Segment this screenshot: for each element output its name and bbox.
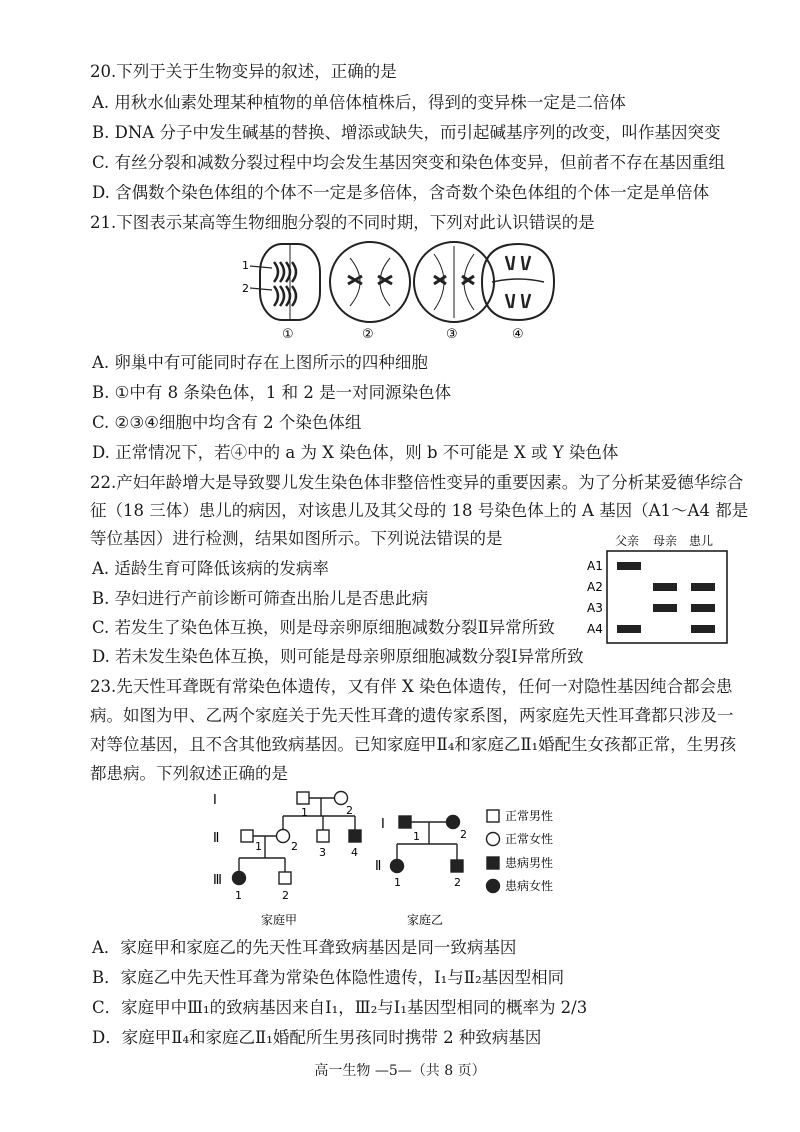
svg-text:2: 2 (460, 828, 467, 841)
fa-i1-male (297, 792, 309, 804)
cell-2-chromosomes (348, 276, 392, 284)
gen-1-label-b: Ⅰ (381, 817, 385, 832)
legend-normal-male-symbol (487, 810, 499, 822)
cell-label-4: ④ (512, 327, 524, 342)
q22-stem-line-1: 22.产妇年龄增大是导致婴儿发生染色体非整倍性变异的重要因素。为了分析某爱德华综合 (90, 473, 744, 492)
q22-option-c: C. 若发生了染色体互换，则是母亲卵原细胞减数分裂Ⅱ异常所致 (92, 618, 555, 637)
svg-text:2: 2 (282, 889, 289, 902)
q20-option-b: B. DNA 分子中发生碱基的替换、增添或缺失，而引起碱基序列的改变，叫作基因突变 (92, 123, 721, 142)
cell-1-chromosomes (274, 262, 296, 306)
band-child-a4 (691, 625, 715, 633)
svg-text:4: 4 (351, 846, 358, 859)
fa-ii4-affected-male (349, 830, 361, 842)
q23-stem-line-3: 对等位基因，且不含其他致病基因。已知家庭甲Ⅱ₄和家庭乙Ⅱ₁婚配生女孩都正常，生男孩 (90, 735, 737, 754)
q23-stem-line-2: 病。如图为甲、乙两个家庭关于先天性耳聋的遗传家系图，两家庭先天性耳聋都只涉及一 (90, 706, 734, 725)
q23-option-c: C．家庭甲中Ⅲ₁的致病基因来自Ⅰ₁，Ⅲ₂与Ⅰ₁基因型相同的概率为 2/3 (92, 998, 588, 1017)
q21-option-b: B. ①中有 8 条染色体，1 和 2 是一对同源染色体 (92, 383, 452, 402)
page-footer: 高一生物 —5—（共 8 页） (314, 1063, 486, 1079)
fa-iii1-affected-female (233, 872, 246, 885)
q23-option-d: D．家庭甲Ⅱ₄和家庭乙Ⅱ₁婚配所生男孩同时携带 2 种致病基因 (92, 1028, 542, 1047)
legend-affected-male-symbol (487, 857, 499, 869)
col-child: 患儿 (689, 534, 714, 548)
legend-affected-female: 患病女性 (505, 879, 554, 893)
q22-stem-line-2: 征（18 三体）患儿的病因，对该患儿及其父母的 18 号染色体上的 A 基因（A1～A4 都是 (90, 501, 749, 520)
fa-ii3-male (317, 830, 329, 842)
gen-3-label-a: Ⅲ (213, 873, 222, 888)
label-1: 1 (242, 259, 249, 272)
legend-affected-male: 患病男性 (505, 856, 554, 870)
q21-option-a: A. 卵巢中有可能同时存在上图所示的四种细胞 (92, 353, 428, 372)
pedigree-figure (205, 782, 585, 934)
q20-option-d: D. 含偶数个染色体组的个体不一定是多倍体，含奇数个染色体组的个体一定是单倍体 (92, 183, 710, 202)
q22-option-a: A. 适龄生育可降低该病的发病率 (92, 559, 329, 578)
cell-label-2: ② (362, 327, 374, 342)
q21-stem: 21.下图表示某高等生物细胞分裂的不同时期，下列对此认识错误的是 (90, 213, 595, 232)
q22-option-b: B. 孕妇进行产前诊断可筛查出胎儿是否患此病 (92, 589, 429, 608)
fb-ii2-affected-male (451, 860, 463, 872)
fa-ii2-female (277, 830, 290, 843)
gen-2-label-b: Ⅱ (375, 859, 382, 874)
fb-i1-affected-male (399, 816, 411, 828)
cell-4-furrow (492, 279, 544, 282)
gen-1-label-a: Ⅰ (213, 793, 217, 808)
fb-ii1-affected-female (391, 860, 404, 873)
q20-option-a: A. 用秋水仙素处理某种植物的单倍体植株后，得到的变异株一定是二倍体 (92, 93, 626, 112)
q21-option-c: C. ②③④细胞中均含有 2 个染色体组 (92, 413, 362, 432)
legend-affected-female-symbol (487, 880, 500, 893)
col-father: 父亲 (615, 534, 640, 548)
q20-option-c: C. 有丝分裂和减数分裂过程中均会发生基因突变和染色体变异，但前者不存在基因重组 (92, 153, 726, 172)
q20-stem: 20.下列于关于生物变异的叙述，正确的是 (90, 62, 397, 81)
fa-i2-female (335, 792, 348, 805)
svg-text:2: 2 (291, 840, 298, 853)
cell-3-spindle (434, 246, 474, 318)
fa-ii1-male (241, 830, 253, 842)
svg-text:1: 1 (413, 830, 420, 843)
fa-iii2-male (279, 872, 291, 884)
band-child-a3 (691, 604, 715, 612)
col-mother: 母亲 (653, 534, 678, 548)
cell-2-outline (330, 242, 410, 322)
svg-text:2: 2 (454, 876, 461, 889)
band-mother-a3 (653, 604, 677, 612)
legend-normal-female: 正常女性 (505, 832, 554, 846)
legend-normal-female-symbol (487, 833, 500, 846)
gen-2-label-a: Ⅱ (213, 831, 220, 846)
cell-division-figure (230, 238, 570, 344)
row-a2: A2 (587, 580, 603, 594)
family-b-caption: 家庭乙 (407, 913, 444, 927)
gel-result-figure (585, 531, 735, 646)
q23-stem-line-4: 都患病。下列叙述正确的是 (90, 764, 288, 783)
cell-4-chromosomes (506, 256, 530, 308)
row-a4: A4 (587, 622, 603, 636)
band-mother-a2 (653, 583, 677, 591)
legend-normal-male: 正常男性 (505, 809, 554, 823)
label-2: 2 (242, 282, 249, 295)
svg-text:1: 1 (255, 840, 262, 853)
svg-text:2: 2 (346, 804, 353, 817)
svg-text:1: 1 (301, 806, 308, 819)
family-a-caption: 家庭甲 (261, 913, 298, 927)
row-a3: A3 (587, 601, 603, 615)
q21-option-d: D. 正常情况下，若④中的 a 为 X 染色体，则 b 不可能是 X 或 Y 染色体 (92, 443, 619, 462)
svg-text:3: 3 (319, 846, 326, 859)
q23-option-a: A．家庭甲和家庭乙的先天性耳聋致病基因是同一致病基因 (92, 938, 517, 957)
band-child-a2 (691, 583, 715, 591)
q23-option-b: B．家庭乙中先天性耳聋为常染色体隐性遗传，Ⅰ₁与Ⅱ₂基因型相同 (92, 968, 565, 987)
cell-label-1: ① (282, 327, 294, 342)
q22-stem-line-3: 等位基因）进行检测，结果如图所示。下列说法错误的是 (90, 529, 503, 548)
q23-stem-line-1: 23.先天性耳聋既有常染色体遗传，又有伴 X 染色体遗传，任何一对隐性基因纯合都会患 (90, 677, 733, 696)
q22-option-d: D. 若未发生染色体互换，则可能是母亲卵原细胞减数分裂Ⅰ异常所致 (92, 647, 584, 666)
svg-text:1: 1 (394, 876, 401, 889)
svg-text:1: 1 (235, 889, 242, 902)
fb-i2-affected-female (447, 816, 460, 829)
band-father-a1 (617, 562, 641, 570)
band-father-a4 (617, 625, 641, 633)
cell-label-3: ③ (446, 327, 458, 342)
row-a1: A1 (587, 559, 603, 573)
